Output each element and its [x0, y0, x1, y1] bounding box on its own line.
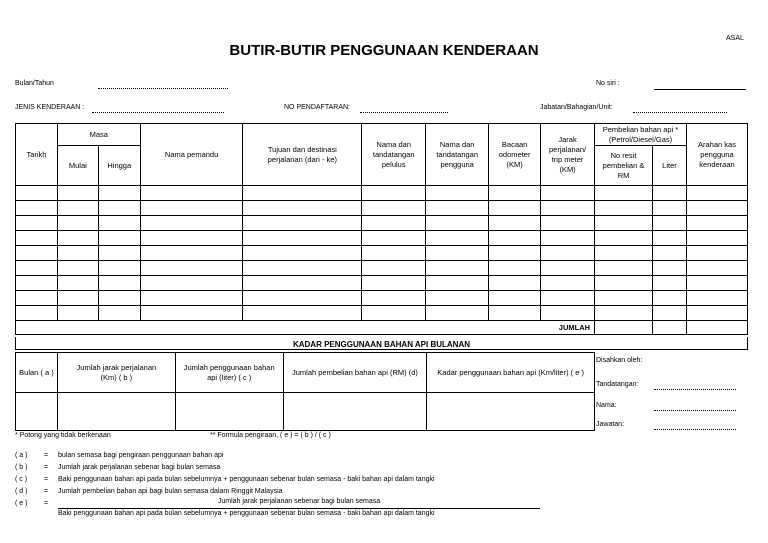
fraction-line: [58, 508, 540, 509]
legend-key: ( a ): [15, 452, 28, 459]
table-row[interactable]: [16, 393, 595, 431]
nama-field[interactable]: [654, 410, 736, 411]
page-title: BUTIR-BUTIR PENGGUNAAN KENDERAAN: [229, 42, 539, 59]
table-row[interactable]: [16, 261, 748, 276]
legend-text: Jumlah jarak perjalanan sebenar bagi bulan semasa: [58, 464, 221, 471]
legend-eq: =: [44, 464, 49, 471]
col-pengguna: Nama dan tandatangan pengguna: [426, 124, 489, 186]
legend-text: bulan semasa bagi pengiraan penggunaan bahan api: [58, 452, 224, 459]
col-hingga: Hingga: [98, 146, 140, 186]
col-liter: Liter: [653, 146, 687, 186]
jumlah-row: [16, 321, 748, 335]
tandatangan-field[interactable]: [654, 389, 736, 390]
no-siri-field[interactable]: [654, 89, 746, 90]
legend-eq: =: [44, 452, 49, 459]
jumlah-label: JUMLAH: [16, 321, 595, 335]
jawatan-field[interactable]: [654, 429, 736, 430]
formula-numerator: Jumlah jarak perjalanan sebenar bagi bulan semasa: [217, 498, 381, 505]
table-row[interactable]: [16, 216, 748, 231]
legend-key: ( b ): [15, 464, 28, 471]
copy-label: ASAL: [726, 35, 744, 42]
jenis-kenderaan-field[interactable]: [92, 112, 224, 113]
bulan-tahun-field[interactable]: [98, 88, 228, 89]
sum-col-bulan: Bulan ( a ): [16, 353, 58, 393]
col-odometer: Bacaan odometer (KM): [489, 124, 541, 186]
jenis-kenderaan-label: JENIS KENDERAAN :: [15, 104, 85, 111]
col-mulai: Mulai: [57, 146, 98, 186]
sum-col-pembelian: Jumlah pembelian bahan api (RM) (d): [283, 353, 427, 393]
sum-col-kadar: Kadar penggunaan bahan api (Km/liter) ( e ): [427, 353, 595, 393]
col-arahan: Arahan kas pengguna kenderaan: [686, 124, 747, 186]
col-tarikh: Tarikh: [16, 124, 58, 186]
col-masa: Masa: [57, 124, 140, 146]
legend-eq: =: [44, 488, 49, 495]
fuel-summary-table: [15, 352, 595, 431]
table-row[interactable]: [16, 231, 748, 246]
jawatan-label: Jawatan:: [596, 421, 625, 428]
summary-title: KADAR PENGGUNAAN BAHAN API BULANAN: [292, 340, 471, 349]
legend-eq: =: [44, 476, 49, 483]
table-row[interactable]: [16, 186, 748, 201]
table-row[interactable]: [16, 201, 748, 216]
vehicle-log-table: [15, 123, 748, 335]
col-pemandu: Nama pemandu: [140, 124, 243, 186]
sum-col-jarak: Jumlah jarak perjalanan (Km) ( b ): [57, 353, 175, 393]
jabatan-field[interactable]: [633, 112, 727, 113]
col-tujuan: Tujuan dan destinasi perjalanan (dari - ke): [243, 124, 362, 186]
table-row[interactable]: [16, 306, 748, 321]
legend-key: ( c ): [15, 476, 28, 483]
legend-eq: =: [44, 500, 49, 507]
table-row[interactable]: [16, 246, 748, 261]
potong-note: * Potong yang tidak berkenaan: [15, 432, 111, 439]
table-row[interactable]: [16, 276, 748, 291]
jabatan-label: Jabatan/Bahagian/Unit:: [540, 104, 613, 111]
bulan-tahun-label: Bulan/Tahun: [15, 80, 54, 87]
table-row[interactable]: [16, 291, 748, 306]
no-pendaftaran-label: NO PENDAFTARAN:: [284, 104, 350, 111]
formula-note: ** Formula pengiraan, ( e ) = ( b ) / ( c ): [210, 432, 331, 439]
col-resit: No resit pembelian & RM: [595, 146, 653, 186]
legend-key: ( e ): [15, 500, 28, 507]
col-jarak: Jarak perjalanan/ trip meter (KM): [541, 124, 595, 186]
formula-denominator: Baki penggunaan bahan api pada bulan sebelumnya + penggunaan sebenar bulan semasa - baki bahan api dalam tangki: [58, 510, 435, 517]
no-siri-label: No siri :: [596, 80, 620, 87]
legend-key: ( d ): [15, 488, 28, 495]
no-pendaftaran-field[interactable]: [360, 112, 448, 113]
col-pelulus: Nama dan tandatangan pelulus: [362, 124, 426, 186]
sum-col-bahan: Jumlah penggunaan bahan api (liter) ( c ): [175, 353, 283, 393]
legend-text: Baki penggunaan bahan api pada bulan sebelumnya + penggunaan sebenar bulan semasa - baki bahan api dalam tangki: [58, 476, 435, 483]
col-pembelian: Pembelian bahan api *(Petrol/Diesel/Gas): [595, 124, 687, 146]
disahkan-label: Disahkan oleh:: [596, 357, 643, 364]
nama-label: Nama:: [596, 402, 617, 409]
legend-text: Jumlah pembelian bahan api bagi bulan semasa dalam Ringgit Malaysia: [58, 488, 283, 495]
tandatangan-label: Tandatangan:: [596, 381, 639, 388]
